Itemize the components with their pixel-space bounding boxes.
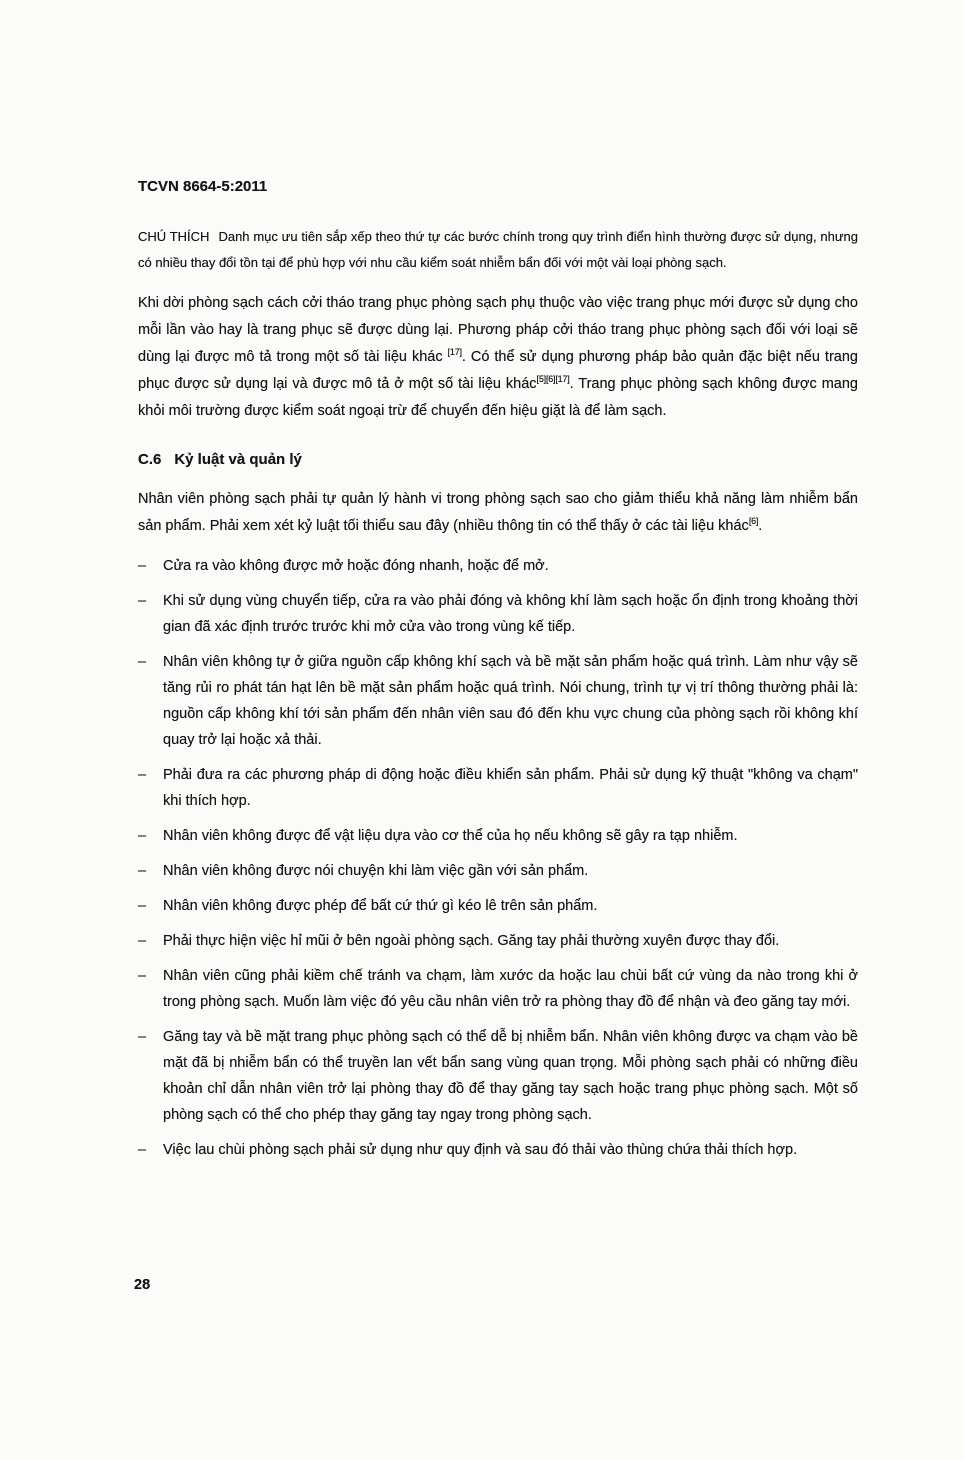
bullet-item	[138, 588, 858, 640]
bullet-text: Nhân viên không được nói chuyện khi làm việc gần với sản phẩm.	[163, 863, 589, 879]
section-intro-paragraph	[138, 486, 858, 540]
note-paragraph	[138, 224, 858, 276]
page-number: 28	[134, 1277, 151, 1293]
bullet-text: Việc lau chùi phòng sạch phải sử dụng như quy định và sau đó thải vào thùng chứa thải thích hợp.	[163, 1142, 798, 1158]
section-heading	[138, 451, 858, 469]
bullet-text: Găng tay và bề mặt trang phục phòng sạch có thể dễ bị nhiễm bẩn. Nhân viên không được va chạm vào bề mặt đã bị nhiễm bẩn có thể truyền lan vết bẩn sang vùng quan trọng. Mỗi phòng sạch phải có những điều khoản chỉ dẫn nhân viên trở lại phòng thay đồ để thay găng tay sạch hoặc trang phục phòng sạch. Một số phòng sạch có thể cho phép thay găng tay ngay trong phòng sạch.	[163, 1029, 858, 1123]
discipline-bullet-list	[138, 553, 858, 1163]
bullet-dash: –	[138, 767, 147, 783]
section-intro-text: Nhân viên phòng sạch phải tự quản lý hành vi trong phòng sạch sao cho giảm thiểu khả năng làm nhiễm bẩn sản phẩm. Phải xem xét kỷ luật tối thiểu sau đây (nhiều thông tin có thể thấy ở các tài liệu khác	[138, 491, 858, 534]
bullet-dash: –	[138, 933, 147, 949]
bullet-item	[138, 893, 858, 919]
bullet-dash: –	[138, 898, 147, 914]
reference-superscript: [6]	[748, 516, 759, 527]
bullet-text: Cửa ra vào không được mở hoặc đóng nhanh, hoặc để mở.	[163, 558, 549, 574]
bullet-item	[138, 1024, 858, 1128]
section-title: Kỷ luật và quản lý	[174, 451, 302, 468]
note-text: Danh mục ưu tiên sắp xếp theo thứ tự các bước chính trong quy trình điển hình thường được sử dụng, nhưng có nhiều thay đổi tồn tại để phù hợp với nhu cầu kiểm soát nhiễm bẩn đối với một vài loại phòng sạch.	[138, 229, 859, 270]
bullet-item	[138, 553, 858, 579]
reference-superscript: [5][6][17]	[536, 374, 570, 385]
bullet-dash: –	[138, 654, 147, 670]
bullet-text: Phải đưa ra các phương pháp di động hoặc điều khiển sản phẩm. Phải sử dụng kỹ thuật "không va chạm" khi thích hợp.	[163, 767, 858, 809]
garment-paragraph-text: . Có thể sử dụng phương pháp bảo quản đặc biệt nếu trang phục được sử dụng lại và được mô tả ở một số tài liệu khác	[138, 349, 858, 392]
bullet-item	[138, 858, 858, 884]
document-header: TCVN 8664-5:2011	[138, 178, 268, 195]
bullet-dash: –	[138, 593, 147, 609]
garment-paragraph	[138, 290, 858, 425]
bullet-text: Nhân viên không được để vật liệu dựa vào cơ thể của họ nếu không sẽ gây ra tạp nhiễm.	[163, 828, 738, 844]
bullet-item	[138, 963, 858, 1015]
bullet-item	[138, 649, 858, 753]
note-label: CHÚ THÍCH	[138, 229, 210, 244]
bullet-dash: –	[138, 1029, 147, 1045]
garment-paragraph-text: Khi dời phòng sạch cách cởi tháo trang phục phòng sạch phụ thuộc vào việc trang phục mới được sử dụng cho mỗi lần vào hay là trang phục sẽ được dùng lại. Phương pháp cởi tháo trang phục phòng sạch đối với loại sẽ dùng lại được mô tả trong một số tài liệu khác	[138, 295, 858, 365]
bullet-dash: –	[138, 828, 147, 844]
bullet-text: Phải thực hiện việc hỉ mũi ở bên ngoài phòng sạch. Găng tay phải thường xuyên được thay đổi.	[163, 933, 780, 949]
section-number: C.6	[138, 451, 162, 468]
bullet-item	[138, 762, 858, 814]
bullet-text: Khi sử dụng vùng chuyển tiếp, cửa ra vào phải đóng và không khí làm sạch hoặc ổn định trong khoảng thời gian đã xác định trước trước khi mở cửa vào trong vùng kế tiếp.	[163, 593, 858, 635]
bullet-text: Nhân viên cũng phải kiềm chế tránh va chạm, làm xước da hoặc lau chùi bất cứ vùng da nào trong khi ở trong phòng sạch. Muốn làm việc đó yêu cầu nhân viên trở ra phòng thay đồ để nhận và đeo găng tay mới.	[163, 968, 858, 1010]
bullet-dash: –	[138, 558, 147, 574]
garment-paragraph-text: . Trang phục phòng sạch không được mang khỏi môi trường được kiểm soát ngoại trừ để chuyển đến hiệu giặt là để làm sạch.	[138, 376, 858, 419]
bullet-dash: –	[138, 863, 147, 879]
bullet-dash: –	[138, 968, 147, 984]
reference-superscript: [17]	[447, 347, 462, 358]
bullet-text: Nhân viên không được phép để bất cứ thứ gì kéo lê trên sản phẩm.	[163, 898, 598, 914]
bullet-text: Nhân viên không tự ở giữa nguồn cấp không khí sạch và bề mặt sản phẩm hoặc quá trình. Làm như vậy sẽ tăng rủi ro phát tán hạt lên bề mặt sản phẩm hoặc quá trình. Nói chung, trình tự vị trí thông thường phải là: nguồn cấp không khí tới sản phẩm đến nhân viên sau đó đến khu vực chung của phòng sạch rồi không khí quay trở lại hoặc xả thải.	[163, 654, 858, 748]
bullet-item	[138, 823, 858, 849]
bullet-item	[138, 1137, 858, 1163]
section-intro-text: .	[758, 518, 763, 534]
bullet-item	[138, 928, 858, 954]
bullet-dash: –	[138, 1142, 147, 1158]
